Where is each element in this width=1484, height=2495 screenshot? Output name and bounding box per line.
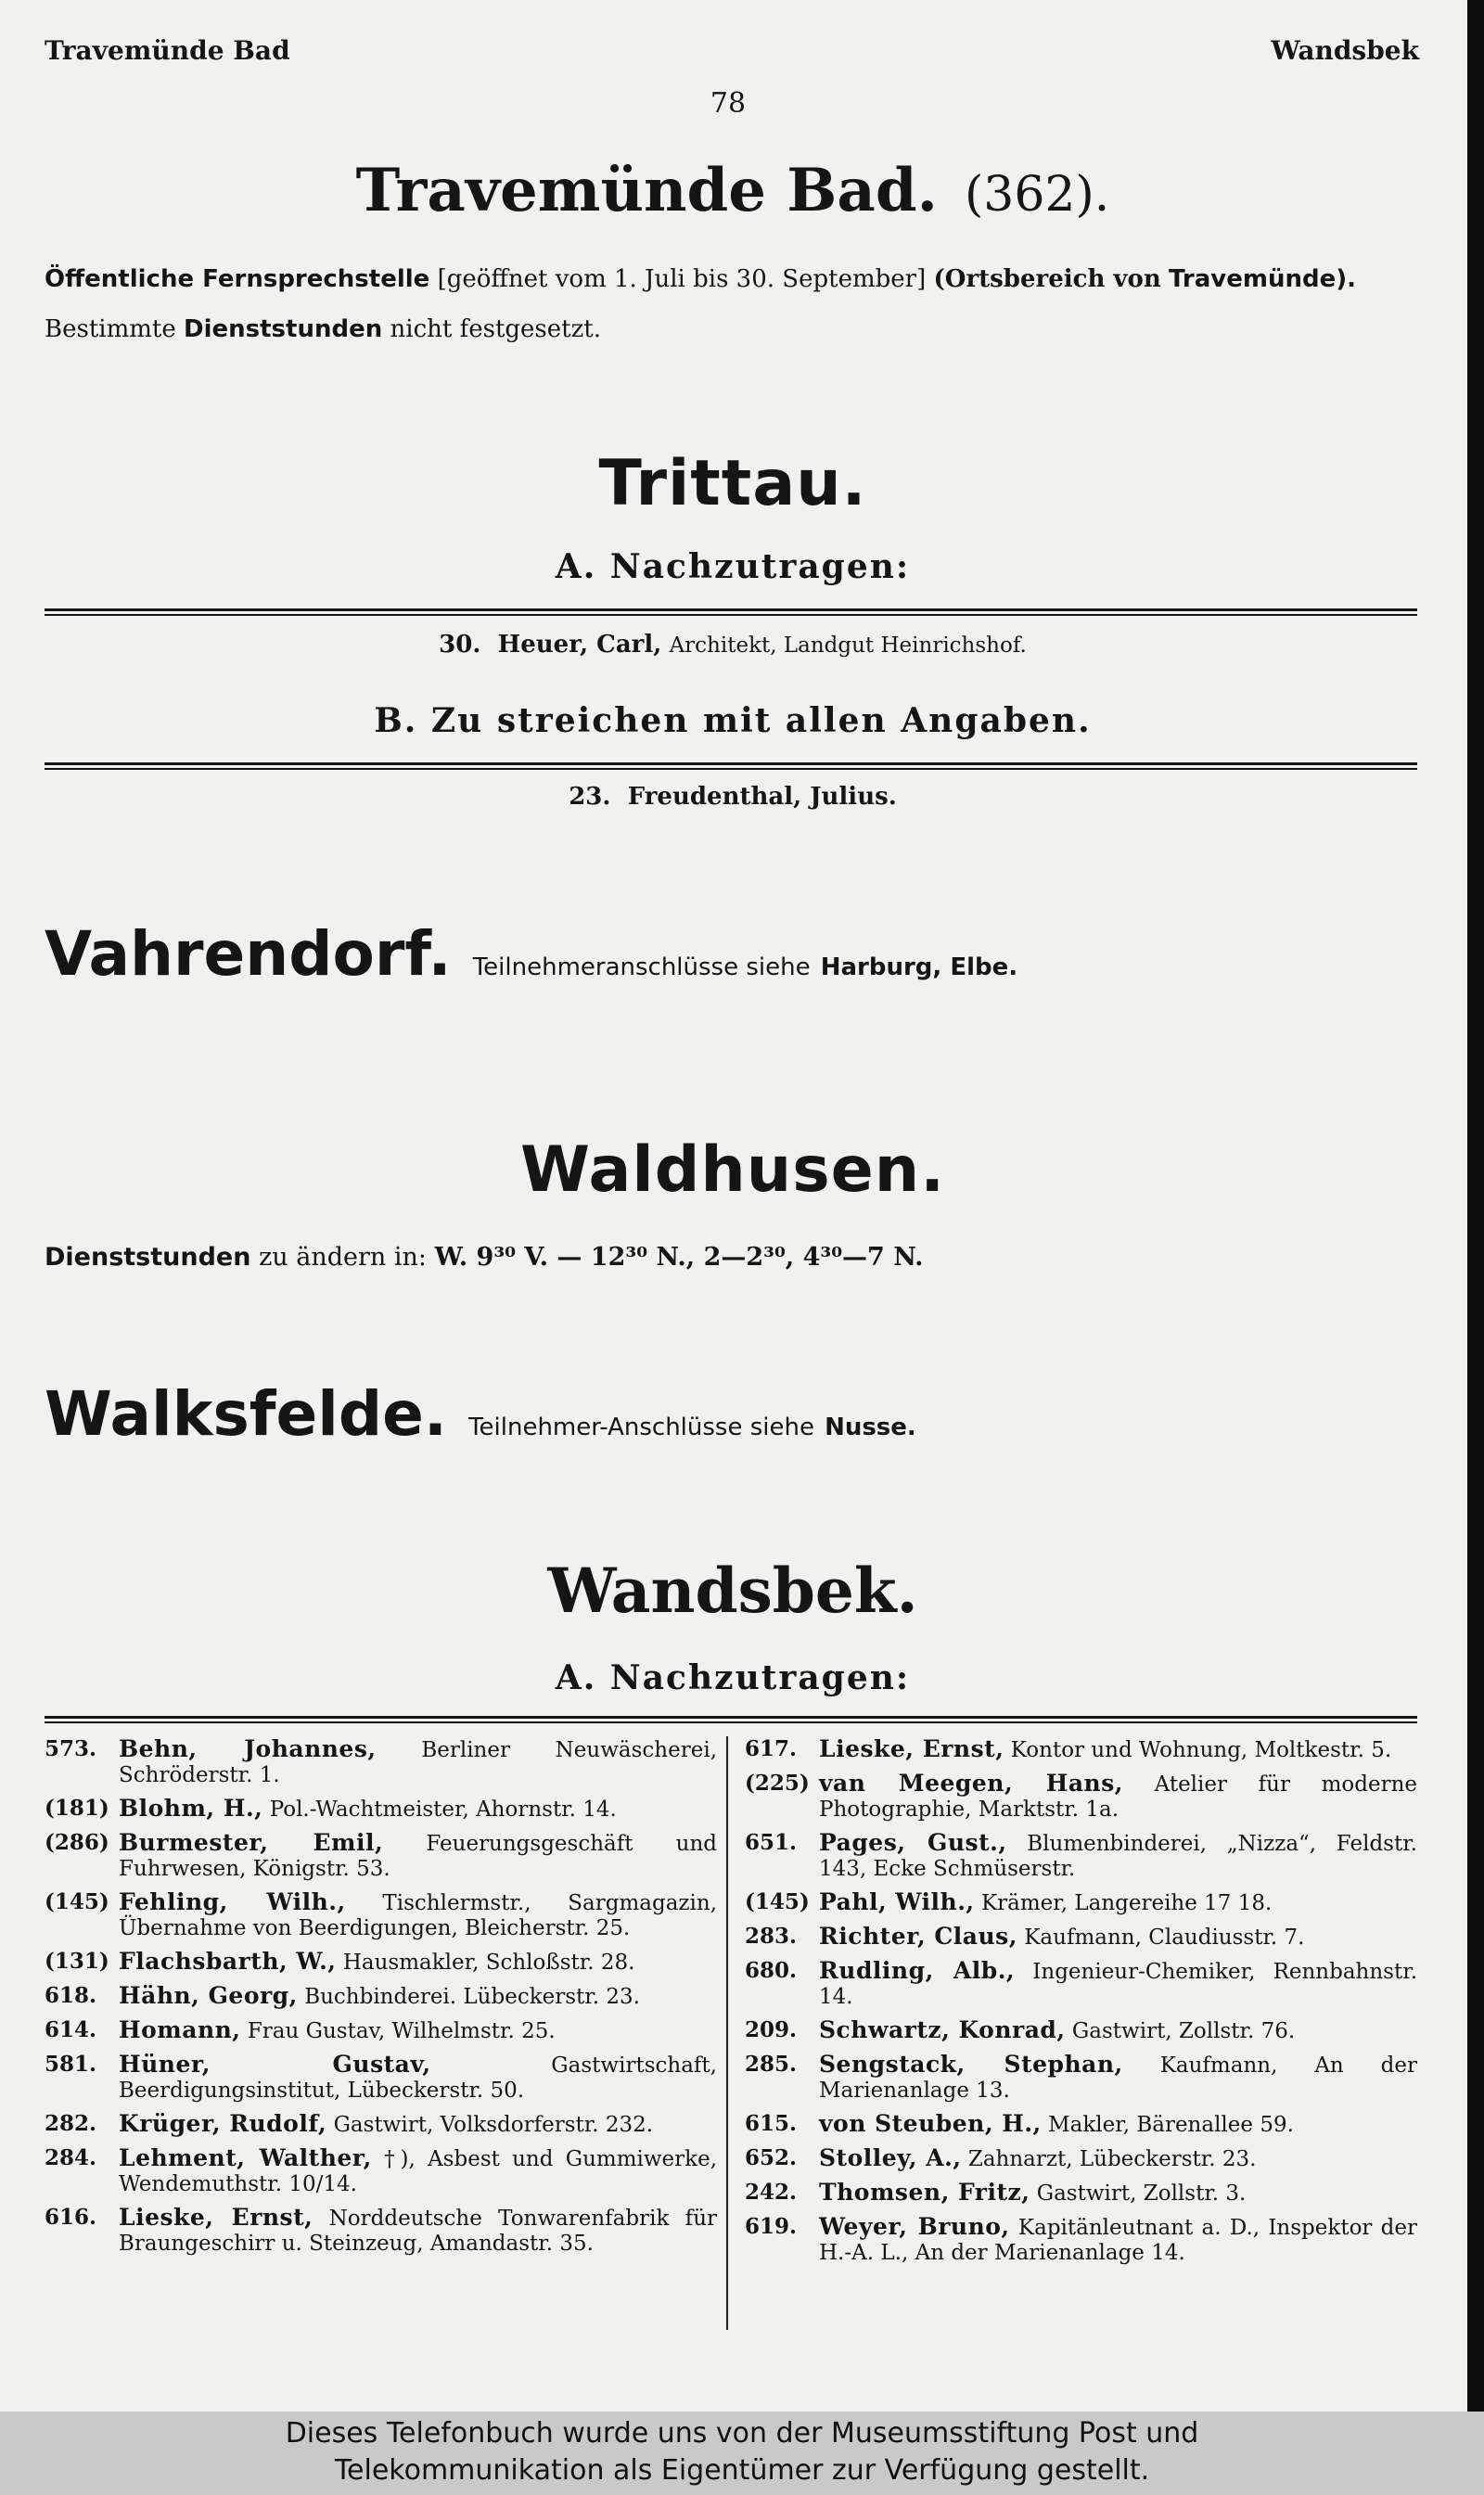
hours-label: Dienststunden	[45, 1243, 251, 1272]
entry-name: Pages, Gust.,	[819, 1829, 1007, 1856]
entry-number: 283.	[745, 1924, 798, 1949]
entry-text: Kapitänleutnant a. D., Inspektor der H.-A. L., An der Marienanlage 14.	[819, 2216, 1418, 2265]
entry-number: 573.	[45, 1736, 97, 1761]
entry-name: Stolley, A.,	[819, 2144, 962, 2171]
vahrendorf-note: Teilnehmeranschlüsse siehe	[472, 953, 811, 981]
rule	[45, 1716, 1417, 1723]
list-item	[745, 1889, 1417, 1916]
entry-number: 242.	[745, 2180, 798, 2205]
entry-number: 282.	[45, 2111, 97, 2136]
entry-number: 614.	[45, 2017, 97, 2042]
local-area-name: Travemünde).	[1169, 265, 1356, 293]
entry-body	[119, 2111, 717, 2138]
entry-body	[119, 1796, 717, 1823]
list-item	[45, 1983, 717, 2010]
entry-number: 617.	[745, 1736, 798, 1761]
entry-text: Frau Gustav, Wilhelmstr. 25.	[247, 2019, 556, 2043]
entry-text: Feuerungsgeschäft und Fuhrwesen, Königstr. 53.	[119, 1832, 718, 1881]
entry-body	[119, 2205, 717, 2257]
entry-text: Pol.-Wachtmeister, Ahornstr. 14.	[269, 1798, 617, 1822]
entry-body	[119, 1889, 717, 1941]
vahrendorf-heading	[45, 918, 1017, 990]
waldhusen-title: Waldhusen.	[519, 1133, 946, 1207]
entry-name: von Steuben, H.,	[819, 2110, 1042, 2137]
entry-name: Homann,	[119, 2016, 241, 2043]
entry-name: Lieske, Ernst,	[119, 2204, 313, 2231]
entry-text: Gastwirtschaft, Beerdigungsinstitut, Lübeckerstr. 50.	[119, 2054, 717, 2103]
trittau-title: Trittau.	[598, 447, 867, 520]
entry-number: 209.	[745, 2017, 798, 2042]
entry-number: (181)	[45, 1796, 109, 1821]
list-item	[745, 1736, 1417, 1763]
entry-body	[819, 2052, 1417, 2104]
list-item	[745, 1830, 1417, 1882]
entry-text: Ingenieur-Chemiker, Rennbahnstr. 14.	[819, 1960, 1418, 2009]
scan-edge	[1467, 0, 1484, 2412]
public-station-label: Öffentliche Fernsprechstelle	[45, 265, 430, 293]
hours-values: W. 9³⁰ V. — 12³⁰ N., 2—2³⁰, 4³⁰—7 N.	[434, 1243, 924, 1272]
entry-name: Schwartz, Konrad,	[819, 2016, 1066, 2043]
entry-body	[819, 2017, 1417, 2044]
list-item	[745, 2052, 1417, 2104]
entry-name: Weyer, Bruno,	[819, 2213, 1010, 2240]
hours-instruction: zu ändern in:	[259, 1243, 428, 1272]
walksfelde-note: Teilnehmer-Anschlüsse siehe	[468, 1414, 814, 1441]
entry-number: 619.	[745, 2214, 798, 2239]
entry-text: Kaufmann, Claudiusstr. 7.	[1024, 1926, 1305, 1950]
list-item	[745, 1924, 1417, 1951]
entry-number: 680.	[745, 1958, 798, 1983]
travemuende-heading	[0, 156, 1465, 225]
entry-number: (225)	[745, 1771, 810, 1796]
entry-body	[119, 1736, 717, 1788]
entries-right-column	[745, 1736, 1417, 2273]
trittau-section-b: B. Zu streichen mit allen Angaben.	[374, 701, 1092, 740]
trittau-section-a: A. Nachzutragen:	[555, 547, 911, 586]
running-head-right: Wandsbek	[1271, 35, 1419, 66]
entry-text: Tischlermstr., Sargmagazin, Übernahme von Beerdigungen, Bleicherstr. 25.	[119, 1891, 718, 1940]
walksfelde-ref: Nusse.	[825, 1414, 916, 1441]
column-divider	[726, 1736, 728, 2330]
entry-text: Norddeutsche Tonwarenfabrik für Braungeschirr u. Steinzeug, Amandastr. 35.	[119, 2207, 718, 2256]
entry-body	[819, 1958, 1417, 2010]
list-item	[45, 1736, 717, 1788]
wandsbek-section-a: A. Nachzutragen:	[555, 1658, 911, 1697]
entry-number: 30.	[439, 631, 481, 659]
entry-body	[119, 1983, 717, 2010]
entry-name: van Meegen, Hans,	[819, 1770, 1123, 1797]
entry-name: Blohm, H.,	[119, 1795, 263, 1822]
list-item	[45, 2017, 717, 2044]
entry-text: Hausmakler, Schloßstr. 28.	[342, 1951, 635, 1975]
entry-number: 616.	[45, 2205, 97, 2230]
entry-number: 651.	[745, 1830, 798, 1855]
entry-number: 581.	[45, 2052, 97, 2077]
travemuende-number: (362).	[964, 167, 1110, 223]
entry-body	[819, 2180, 1417, 2207]
entry-body	[819, 1889, 1417, 1916]
entry-number: 615.	[745, 2111, 798, 2136]
entry-number: (286)	[45, 1830, 109, 1855]
entry-name: Hähn, Georg,	[119, 1982, 298, 2009]
entry-text: Gastwirt, Volksdorferstr. 232.	[333, 2113, 654, 2137]
list-item	[745, 2145, 1417, 2172]
entry-text: Krämer, Langereihe 17 18.	[980, 1891, 1273, 1915]
entry-body	[819, 1924, 1417, 1951]
wandsbek-entries	[45, 1736, 1417, 2330]
entry-name: Lehment, Walther,	[119, 2144, 372, 2171]
list-item	[45, 1796, 717, 1823]
list-item	[45, 2205, 717, 2257]
footer-line-1: Dieses Telefonbuch wurde uns von der Museumsstiftung Post und	[285, 2417, 1199, 2450]
entry-body	[819, 2145, 1417, 2172]
list-item	[745, 2111, 1417, 2138]
travemuende-line1	[45, 265, 1356, 293]
entry-body	[819, 2111, 1417, 2138]
entry-body	[819, 1736, 1417, 1763]
entry-number: (131)	[45, 1949, 109, 1974]
entry-body	[119, 2145, 717, 2197]
entry-name: Freudenthal, Julius.	[627, 783, 897, 811]
entry-name: Krüger, Rudolf,	[119, 2110, 327, 2137]
walksfelde-heading	[45, 1378, 916, 1450]
entry-name: Hüner, Gustav,	[119, 2051, 431, 2078]
list-item	[45, 2111, 717, 2138]
list-item	[45, 2145, 717, 2197]
entry-body	[819, 1771, 1417, 1823]
trittau-entry-b	[0, 783, 1465, 811]
entry-text: Architekt, Landgut Heinrichshof.	[669, 633, 1027, 658]
travemuende-title: Travemünde Bad.	[355, 156, 938, 225]
entry-name: Thomsen, Fritz,	[819, 2179, 1030, 2206]
entry-name: Fehling, Wilh.,	[119, 1888, 346, 1915]
page-number: 78	[710, 87, 747, 120]
entry-name: Rudling, Alb.,	[819, 1957, 1016, 1984]
entry-name: Burmester, Emil,	[119, 1829, 384, 1856]
entry-text: Gastwirt, Zollstr. 3.	[1036, 2182, 1247, 2206]
entry-name: Heuer, Carl,	[497, 631, 662, 659]
entry-text: Buchbinderei. Lübeckerstr. 23.	[304, 1985, 640, 2009]
list-item	[45, 1889, 717, 1941]
entry-number: 23.	[569, 783, 611, 811]
vahrendorf-title: Vahrendorf.	[45, 918, 452, 990]
rule	[45, 762, 1417, 770]
local-area-label: (Ortsbereich von	[933, 265, 1161, 293]
list-item	[45, 2052, 717, 2104]
list-item	[745, 1771, 1417, 1823]
entry-name: Pahl, Wilh.,	[819, 1888, 975, 1915]
entry-number: 618.	[45, 1983, 97, 2008]
running-head-left: Travemünde Bad	[45, 35, 290, 66]
entry-body	[119, 2052, 717, 2104]
walksfelde-title: Walksfelde.	[45, 1378, 447, 1450]
list-item	[745, 1958, 1417, 2010]
entry-number: 285.	[745, 2052, 798, 2077]
entry-text: Makler, Bärenallee 59.	[1048, 2113, 1294, 2137]
wandsbek-title: Wandsbek.	[547, 1555, 918, 1627]
entries-left-column	[45, 1736, 717, 2264]
entry-body	[819, 2214, 1417, 2266]
copyright-footer	[0, 2412, 1484, 2495]
entry-body	[119, 1830, 717, 1882]
opening-period: [geöffnet vom 1. Juli bis 30. September]	[437, 265, 927, 293]
entry-text: †), Asbest und Gummiwerke, Wendemuthstr. 10/14.	[119, 2147, 718, 2196]
entry-number: (145)	[45, 1889, 109, 1914]
list-item	[745, 2214, 1417, 2266]
list-item	[745, 2180, 1417, 2207]
vahrendorf-ref: Harburg, Elbe.	[820, 953, 1018, 981]
entry-name: Behn, Johannes,	[119, 1735, 377, 1762]
travemuende-line2	[45, 315, 601, 343]
entry-number: 284.	[45, 2145, 97, 2170]
footer-line-2: Telekommunikation als Eigentümer zur Verfügung gestellt.	[334, 2454, 1150, 2487]
entry-body	[119, 1949, 717, 1976]
hours-label: Dienststunden	[184, 315, 383, 343]
rule	[45, 608, 1417, 616]
entry-text: Blumenbinderei, „Nizza“, Feldstr. 143, Ecke Schmüserstr.	[819, 1832, 1417, 1881]
entry-number: (145)	[745, 1889, 810, 1914]
entry-name: Flachsbarth, W.,	[119, 1948, 337, 1975]
entry-body	[819, 1830, 1417, 1882]
entry-text: Kaufmann, An der Marienanlage 13.	[819, 2054, 1417, 2103]
entry-name: Sengstack, Stephan,	[819, 2051, 1123, 2078]
entry-text: Zahnarzt, Lübeckerstr. 23.	[967, 2147, 1257, 2171]
entry-body	[119, 2017, 717, 2044]
waldhusen-hours	[45, 1243, 924, 1272]
list-item	[45, 1830, 717, 1882]
entry-name: Richter, Claus,	[819, 1923, 1017, 1950]
trittau-entry-a	[0, 631, 1465, 659]
entry-text: Atelier für moderne Photographie, Marktstr. 1a.	[819, 1772, 1417, 1822]
list-item	[745, 2017, 1417, 2044]
entry-name: Lieske, Ernst,	[819, 1735, 1004, 1762]
entry-text: Berliner Neuwäscherei, Schröderstr. 1.	[119, 1738, 718, 1787]
hours-note: nicht festgesetzt.	[390, 315, 602, 343]
entry-number: 652.	[745, 2145, 798, 2170]
entry-text: Gastwirt, Zollstr. 76.	[1071, 2019, 1296, 2043]
entry-text: Kontor und Wohnung, Moltkestr. 5.	[1010, 1738, 1392, 1762]
list-item	[45, 1949, 717, 1976]
hours-prefix: Bestimmte	[45, 315, 176, 343]
